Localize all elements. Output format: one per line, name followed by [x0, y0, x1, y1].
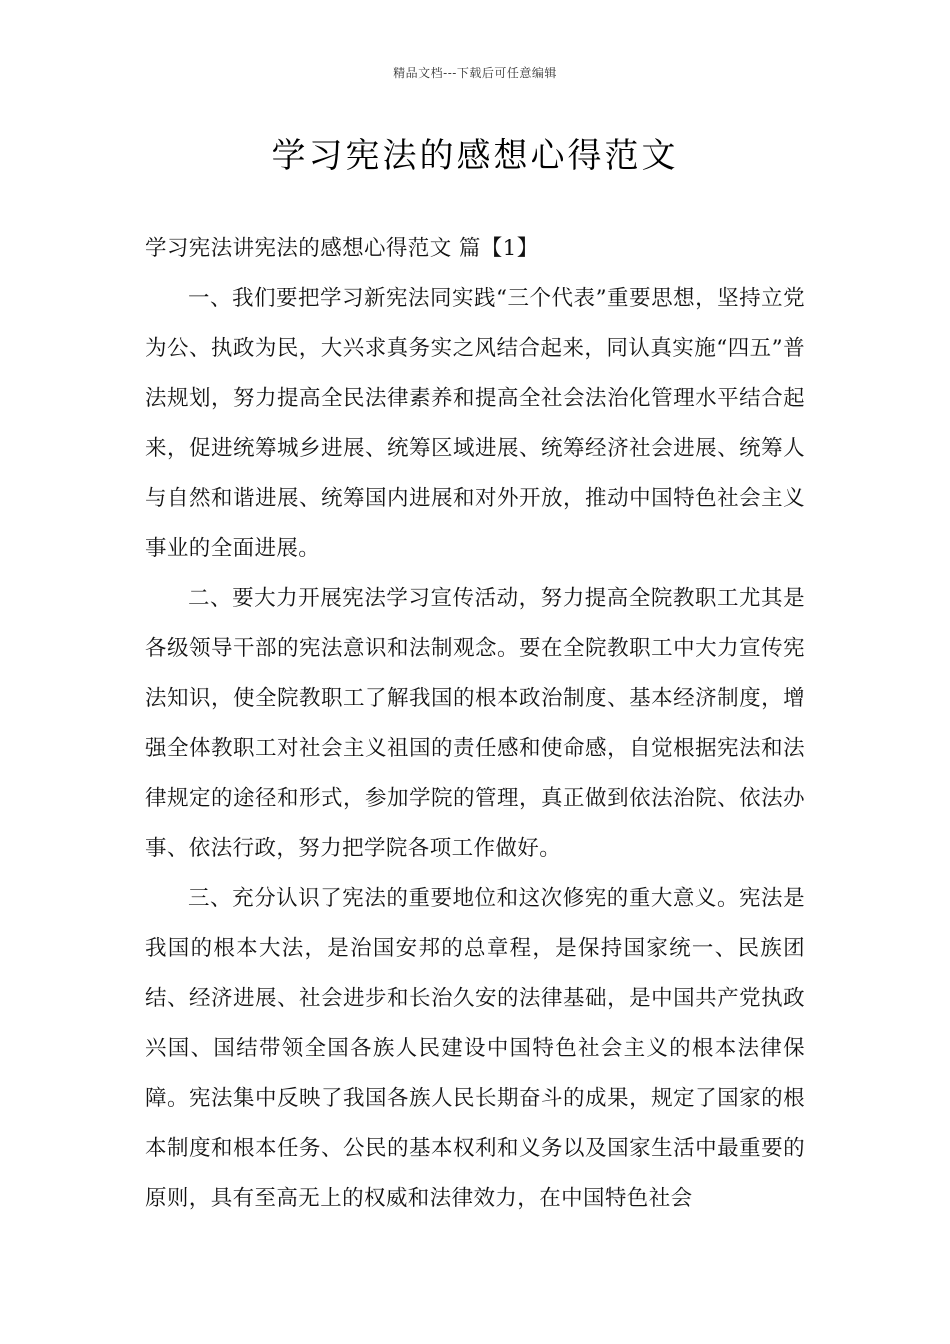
- document-body: [145, 224, 805, 1224]
- page-title: 学习宪法的感想心得范文: [271, 136, 679, 176]
- paragraph-1: 一、我们要把学习新宪法同实践“三个代表”重要思想，坚持立党为公、执政为民，大兴求真务实之风结合起来，同认真实施“四五”普法规划，努力提高全民法律素养和提高全社会法治化管理水平结合起来，促进统筹城乡进展、统筹区域进展、统筹经济社会进展、统筹人与自然和谐进展、统筹国内进展和对外开放，推动中国特色社会主义事业的全面进展。: [145, 286, 805, 561]
- header-note: 精品文档---下载后可任意编辑: [393, 66, 557, 80]
- paragraph-3: 三、充分认识了宪法的重要地位和这次修宪的重大意义。宪法是我国的根本大法，是治国安邦的总章程，是保持国家统一、民族团结、经济进展、社会进步和长治久安的法律基础，是中国共产党执政兴国、国结带领全国各族人民建设中国特色社会主义的根本法律保障。宪法集中反映了我国各族人民长期奋斗的成果，规定了国家的根本制度和根本任务、公民的基本权利和义务以及国家生活中最重要的原则，具有至高无上的权威和法律效力，在中国特色社会: [145, 886, 805, 1211]
- section-heading: 学习宪法讲宪法的感想心得范文 篇【1】: [145, 236, 539, 261]
- paragraph-2: 二、要大力开展宪法学习宣传活动，努力提高全院教职工尤其是各级领导干部的宪法意识和法制观念。要在全院教职工中大力宣传宪法知识，使全院教职工了解我国的根本政治制度、基本经济制度，增强全体教职工对社会主义祖国的责任感和使命感，自觉根据宪法和法律规定的途径和形式，参加学院的管理，真正做到依法治院、依法办事、依法行政，努力把学院各项工作做好。: [145, 586, 805, 861]
